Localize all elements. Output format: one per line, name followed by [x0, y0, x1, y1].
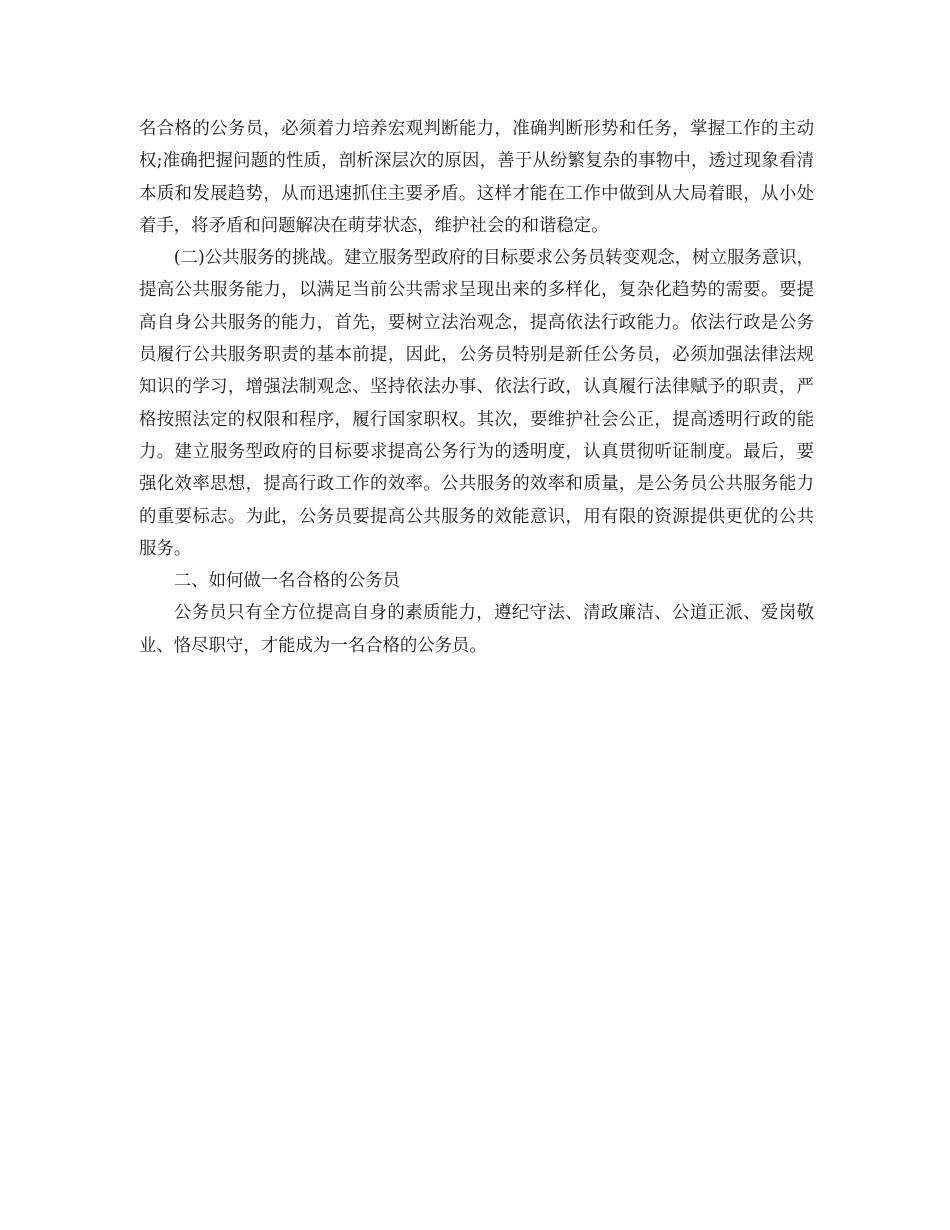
- paragraph-continuation: 名合格的公务员，必须着力培养宏观判断能力，准确判断形势和任务，掌握工作的主动权;准确把握问题的性质，剖析深层次的原因，善于从纷繁复杂的事物中，透过现象看清本质和发展趋势，从而迅速抓住主要矛盾。这样才能在工作中做到从大局着眼，从小处着手，将矛盾和问题解决在萌芽状态，维护社会的和谐稳定。: [139, 119, 814, 236]
- document-body: [139, 113, 814, 662]
- section-heading-how-to-be-qualified: 二、如何做一名合格的公务员: [173, 571, 400, 592]
- paragraph-public-service-challenge: (二)公共服务的挑战。建立服务型政府的目标要求公务员转变观念，树立服务意识，提高公共服务能力，以满足当前公共需求呈现出来的多样化，复杂化趋势的需要。要提高自身公共服务的能力，首先，要树立法治观念，提高依法行政能力。依法行政是公务员履行公共服务职责的基本前提，因此，公务员特别是新任公务员，必须加强法律法规知识的学习，增强法制观念、坚持依法办事、依法行政，认真履行法律赋予的职责，严格按照法定的权限和程序，履行国家职权。其次，要维护社会公正，提高透明行政的能力。建立服务型政府的目标要求提高公务行为的透明度，认真贯彻听证制度。最后，要强化效率思想，提高行政工作的效率。公共服务的效率和质量，是公务员公共服务能力的重要标志。为此，公务员要提高公共服务的效能意识，用有限的资源提供更优的公共服务。: [139, 248, 814, 559]
- paragraph-conclusion: 公务员只有全方位提高自身的素质能力，遵纪守法、清政廉洁、公道正派、爱岗敬业、恪尽职守，才能成为一名合格的公务员。: [139, 603, 814, 656]
